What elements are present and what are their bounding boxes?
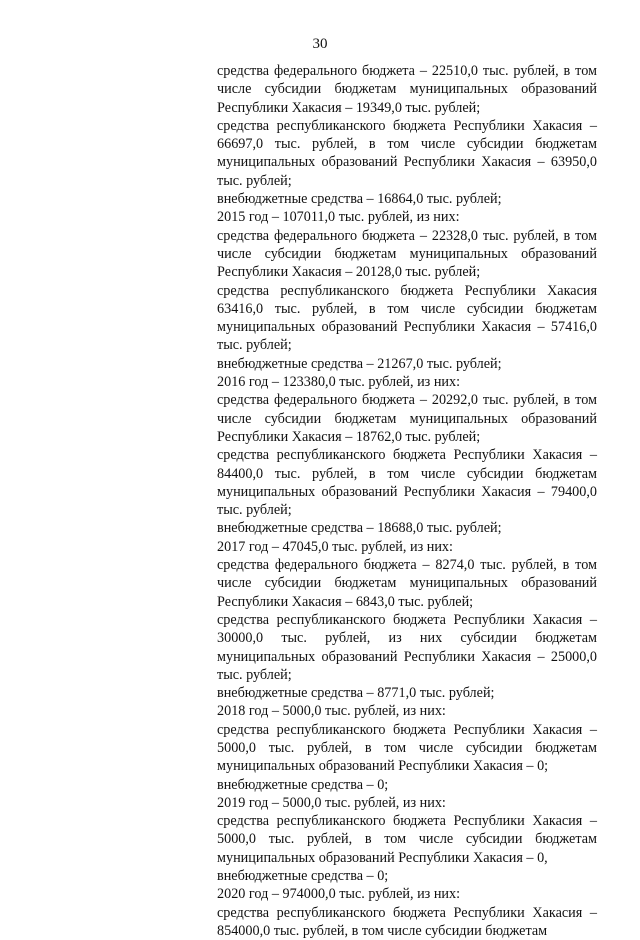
paragraph: средства федерального бюджета – 8274,0 тыс. рублей, в том числе субсидии бюджетам муниципальных образований Республики Хакасия – 6843,0 тыс. рублей; (217, 557, 597, 610)
paragraph: внебюджетные средства – 0; (217, 868, 389, 885)
paragraph: средства федерального бюджета – 22510,0 тыс. рублей, в том числе субсидии бюджетам муниципальных образований Республики Хакасия – 19349,0 тыс. рублей; (217, 63, 597, 116)
year-total-line: 2016 год – 123380,0 тыс. рублей, из них: (217, 374, 461, 391)
paragraph: средства республиканского бюджета Республики Хакасия – 30000,0 тыс. рублей, из них субсидии бюджетам муниципальных образований Республики Хакасия – 25000,0 тыс. рублей; (217, 611, 597, 683)
paragraph: средства республиканского бюджета Республики Хакасия – 854000,0 тыс. рублей, в том числе субсидии бюджетам (217, 904, 597, 939)
year-total-line: 2017 год – 47045,0 тыс. рублей, из них: (217, 538, 453, 555)
paragraph: средства федерального бюджета – 22328,0 тыс. рублей, в том числе субсидии бюджетам муниципальных образований Республики Хакасия – 20128,0 тыс. рублей; (217, 227, 597, 281)
paragraph: внебюджетные средства – 16864,0 тыс. рублей; (217, 191, 502, 208)
paragraph: средства республиканского бюджета Республики Хакасия 63416,0 тыс. рублей, в том числе субсидии бюджетам муниципальных образований Республики Хакасия – 57416,0 тыс. рублей; (217, 282, 597, 354)
year-total-line: 2015 год – 107011,0 тыс. рублей, из них: (217, 209, 460, 226)
paragraph: внебюджетные средства – 8771,0 тыс. рублей; (217, 685, 495, 702)
year-total-line: 2019 год – 5000,0 тыс. рублей, из них: (217, 794, 446, 811)
year-total-line: 2020 год – 974000,0 тыс. рублей, из них: (217, 886, 461, 903)
page-number: 30 (312, 36, 328, 52)
paragraph: средства республиканского бюджета Республики Хакасия – 66697,0 тыс. рублей, в том числе субсидии бюджетам муниципальных образований Республики Хакасия – 63950,0 тыс. рублей; (217, 117, 597, 189)
paragraph: внебюджетные средства – 0; (217, 776, 389, 793)
document-body (217, 62, 597, 940)
paragraph: внебюджетные средства – 18688,0 тыс. рублей; (217, 520, 502, 537)
paragraph: внебюджетные средства – 21267,0 тыс. рублей; (217, 355, 502, 372)
paragraph: средства республиканского бюджета Республики Хакасия – 84400,0 тыс. рублей, в том числе субсидии бюджетам муниципальных образований Республики Хакасия – 79400,0 тыс. рублей; (217, 447, 597, 519)
paragraph: средства федерального бюджета – 20292,0 тыс. рублей, в том числе субсидии бюджетам муниципальных образований Республики Хакасия – 18762,0 тыс. рублей; (217, 392, 597, 445)
year-total-line: 2018 год – 5000,0 тыс. рублей, из них: (217, 703, 446, 720)
paragraph: средства республиканского бюджета Республики Хакасия – 5000,0 тыс. рублей, в том числе субсидии бюджетам муниципальных образований Республики Хакасия – 0, (217, 813, 597, 866)
paragraph: средства республиканского бюджета Республики Хакасия – 5000,0 тыс. рублей, в том числе субсидии бюджетам муниципальных образований Республики Хакасия – 0; (217, 721, 597, 775)
